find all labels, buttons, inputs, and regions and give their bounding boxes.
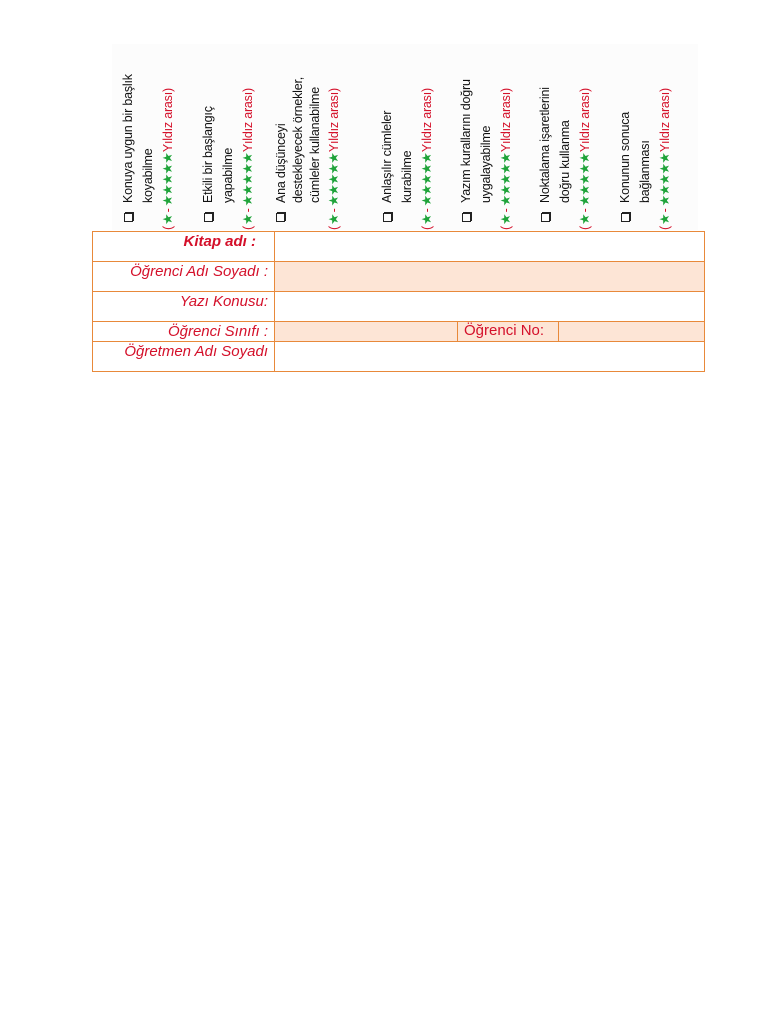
star-icon: ★ bbox=[657, 214, 672, 226]
criterion-text: uygalayabilme bbox=[479, 125, 493, 203]
table-row bbox=[93, 262, 705, 292]
teacher-label-cell bbox=[93, 342, 275, 372]
criterion-5: Noktalama işaretlerini doğru kullanma ( ★ - ★★★★★ Yıldız arası ) bbox=[538, 87, 592, 230]
criterion-4: Yazım kurallarını doğru uygalayabilme ( ★ - ★★★★★ Yıldız arası ) bbox=[459, 79, 513, 230]
criterion-text: cümleler kullanabilme bbox=[307, 87, 322, 203]
class-label: Öğrenci Sınıfı : bbox=[167, 323, 268, 340]
star-rating: ★★★★★ bbox=[160, 153, 175, 207]
checkbox-icon[interactable] bbox=[621, 213, 630, 222]
star-rating: ★★★★★ bbox=[240, 153, 255, 207]
range-text: Yıldız arası bbox=[241, 92, 255, 153]
criterion-text: bağlanması bbox=[638, 140, 652, 203]
star-icon: ★ bbox=[498, 214, 513, 226]
table-row bbox=[93, 232, 705, 262]
book-label-cell bbox=[93, 232, 275, 262]
range-text: Yıldız arası bbox=[420, 92, 434, 153]
criterion-text: doğru kullanma bbox=[558, 120, 572, 203]
criterion-3: Anlaşılır cümleler kurabilme ( ★ - ★★★★★ Yıldız arası ) bbox=[380, 88, 434, 230]
star-rating: ★★★★★ bbox=[326, 153, 341, 207]
table-row bbox=[93, 322, 705, 342]
criterion-0: Konuya uygun bir başlık koyabilme ( ★ - ★★★★★ Yıldız arası ) bbox=[121, 74, 175, 230]
range-text: Yıldız arası bbox=[578, 92, 592, 153]
criterion-text: yapabilme bbox=[221, 147, 235, 203]
criterion-1: Etkili bir başlangıç yapabilme ( ★ - ★★★★★ Yıldız arası ) bbox=[201, 88, 255, 230]
range-text: Yıldız arası bbox=[327, 92, 341, 153]
criterion-text: Anlaşılır cümleler bbox=[380, 110, 394, 203]
range-text: Yıldız arası bbox=[499, 92, 513, 153]
topic-field[interactable] bbox=[275, 292, 705, 322]
criterion-text: Etkili bir başlangıç bbox=[201, 106, 215, 203]
class-label-cell bbox=[93, 322, 275, 342]
student-no-label: Öğrenci No: bbox=[464, 322, 545, 339]
star-rating: ★★★★★ bbox=[498, 153, 513, 207]
criterion-text: koyabilme bbox=[141, 148, 155, 203]
criterion-text: destekleyecek örnekler, bbox=[290, 76, 305, 203]
range-text: Yıldız arası bbox=[161, 92, 175, 153]
star-icon: ★ bbox=[240, 214, 255, 226]
criterion-text: Noktalama işaretlerini bbox=[538, 87, 552, 203]
star-rating: ★★★★★ bbox=[577, 153, 592, 207]
table-row bbox=[93, 292, 705, 322]
student-no-label-cell bbox=[458, 322, 559, 342]
criterion-text: Ana düşünceyi bbox=[273, 123, 288, 203]
star-icon: ★ bbox=[419, 214, 434, 226]
star-rating: ★★★★★ bbox=[419, 153, 434, 207]
topic-label-cell bbox=[93, 292, 275, 322]
star-rating: ★★★★★ bbox=[657, 153, 672, 207]
criteria-header bbox=[112, 44, 698, 230]
student-no-field[interactable] bbox=[559, 322, 705, 342]
criterion-text: Konuya uygun bir başlık bbox=[121, 74, 135, 203]
student-name-label-cell bbox=[93, 262, 275, 292]
student-info-table bbox=[92, 231, 705, 372]
criterion-text: kurabilme bbox=[400, 150, 414, 203]
student-name-label: Öğrenci Adı Soyadı : bbox=[130, 263, 268, 280]
checkbox-icon[interactable] bbox=[276, 213, 285, 222]
checkbox-icon[interactable] bbox=[383, 213, 392, 222]
checkbox-icon[interactable] bbox=[204, 213, 213, 222]
star-icon: ★ bbox=[577, 214, 592, 226]
topic-label: Yazı Konusu: bbox=[179, 293, 268, 310]
checkbox-icon[interactable] bbox=[541, 213, 550, 222]
student-name-field[interactable] bbox=[275, 262, 705, 292]
checkbox-icon[interactable] bbox=[462, 213, 471, 222]
class-field[interactable] bbox=[275, 322, 458, 342]
book-field[interactable] bbox=[275, 232, 705, 262]
criterion-6: Konunun sonuca bağlanması ( ★ - ★★★★★ Yıldız arası ) bbox=[618, 88, 672, 230]
criterion-2: Ana düşünceyi destekleyecek örnekler, cümleler kullanabilme ( ★ - ★★★★★ Yıldız arası ) bbox=[273, 76, 341, 230]
criterion-text: Yazım kurallarını doğru bbox=[459, 79, 473, 203]
book-label: Kitap adı : bbox=[183, 233, 256, 250]
teacher-field[interactable] bbox=[275, 342, 705, 372]
checkbox-icon[interactable] bbox=[124, 213, 133, 222]
star-icon: ★ bbox=[326, 214, 341, 226]
criterion-text: Konunun sonuca bbox=[618, 111, 632, 203]
range-text: Yıldız arası bbox=[658, 92, 672, 153]
table-row bbox=[93, 342, 705, 372]
star-icon: ★ bbox=[160, 214, 175, 226]
teacher-label: Öğretmen Adı Soyadı bbox=[124, 343, 268, 360]
